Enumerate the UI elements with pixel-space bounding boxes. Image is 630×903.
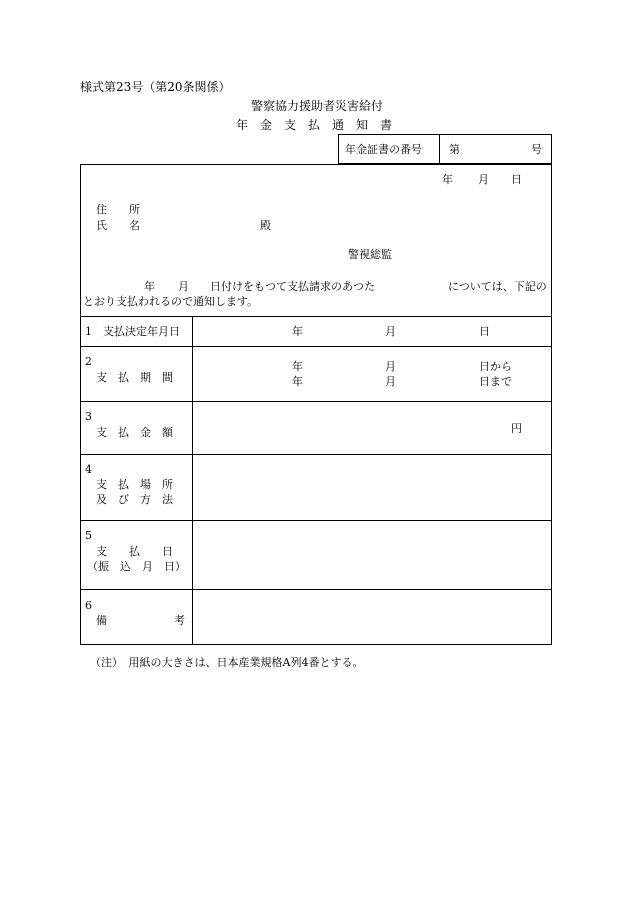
date-month: 月 (478, 173, 489, 186)
row2-from-year: 年 (292, 360, 303, 373)
row1-month: 月 (385, 325, 396, 338)
row3-unit: 円 (511, 422, 522, 435)
row2-to-year: 年 (292, 375, 303, 388)
form-label: 様式第23号（第20条関係） (80, 80, 231, 94)
row2-to-day: 日まで (479, 375, 512, 388)
cert-number-divider (439, 134, 440, 164)
row6-number: 6 (85, 599, 92, 612)
row5-label-line2: （振 込 月 日） (87, 560, 186, 573)
row-divider (80, 346, 552, 347)
row2-number: 2 (85, 355, 92, 368)
row5-number: 5 (85, 529, 92, 542)
address-label: 住 所 (96, 203, 140, 216)
row-divider (80, 316, 552, 317)
row2-from-month: 月 (385, 360, 396, 373)
notice-end: については、下記の (448, 280, 547, 293)
column-divider (192, 316, 193, 645)
row1-year: 年 (292, 325, 303, 338)
form-title-line2: 年 金 支 払 通 知 書 (236, 118, 393, 132)
issuer: 警視総監 (348, 248, 392, 261)
row3-number: 3 (85, 410, 92, 423)
row6-label-right: 考 (174, 614, 185, 627)
row-divider (80, 589, 552, 590)
honorific: 殿 (260, 219, 271, 232)
row1-label: 支払決定年月日 (103, 325, 180, 338)
row-divider (80, 454, 552, 455)
name-label: 氏 名 (96, 219, 140, 232)
notice-year: 年 (144, 280, 155, 293)
date-year: 年 (442, 173, 453, 186)
row4-label-line1: 支 払 場 所 (96, 478, 173, 491)
cert-number-suffix: 号 (531, 143, 542, 156)
row2-from-day: 日から (479, 360, 512, 373)
form-title-line1: 警察協力援助者災害給付 (251, 99, 384, 113)
row2-to-month: 月 (385, 375, 396, 388)
row4-number: 4 (85, 463, 92, 476)
row2-label: 支 払 期 間 (96, 371, 173, 384)
footnote: （注） 用紙の大きさは、日本産業規格A列4番とする。 (90, 656, 364, 669)
row-divider (80, 401, 552, 402)
row-divider (80, 520, 552, 521)
notice-line2: とおり支払われるので通知します。 (83, 295, 259, 308)
row1-number: 1 (85, 325, 92, 338)
row6-label-left: 備 (96, 614, 107, 627)
date-day: 日 (511, 173, 522, 186)
notice-month: 月 (178, 280, 189, 293)
row5-label-line1: 支 払 日 (96, 545, 173, 558)
notice-mid: 日付けをもつて支払請求のあつた (210, 280, 375, 293)
row1-day: 日 (479, 325, 490, 338)
cert-number-prefix: 第 (449, 143, 460, 156)
cert-number-label: 年金証書の番号 (345, 143, 422, 156)
row3-label: 支 払 金 額 (96, 426, 173, 439)
row4-label-line2: 及 び 方 法 (96, 493, 173, 506)
